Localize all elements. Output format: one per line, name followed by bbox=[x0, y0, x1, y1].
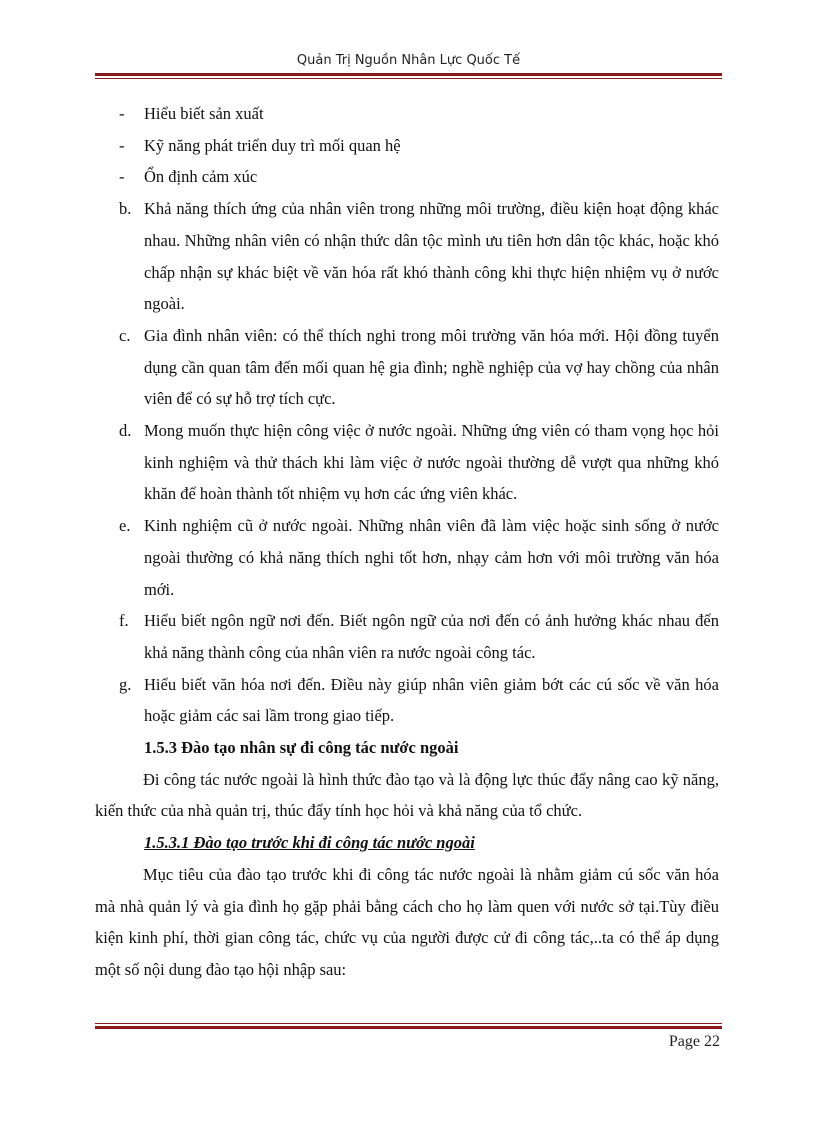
section-heading: 1.5.3 Đào tạo nhân sự đi công tác nước ngoài bbox=[144, 738, 459, 758]
item-marker: d. bbox=[119, 421, 132, 441]
lettered-item-b bbox=[0, 193, 816, 320]
item-text: Khả năng thích ứng của nhân viên trong những môi trường, điều kiện hoạt động khác nhau. Những nhân viên có nhận thức dân tộc mình ưu tiên hơn dân tộc khác, hoặc khó chấp nhận sự khác biệt về văn hóa rất khó thành công khi thực hiện nhiệm vụ ở nước ngoài. bbox=[144, 199, 719, 314]
item-text: Hiểu biết ngôn ngữ nơi đến. Biết ngôn ngữ của nơi đến có ảnh hưởng khác nhau đến khả năng thành công của nhân viên ra nước ngoài công tác. bbox=[144, 611, 719, 662]
bullet-marker: - bbox=[119, 104, 125, 123]
page-header-title: Quản Trị Nguồn Nhân Lực Quốc Tế bbox=[296, 53, 521, 68]
bullet-item bbox=[0, 130, 816, 162]
bullet-marker: - bbox=[119, 167, 125, 187]
item-text: Gia đình nhân viên: có thể thích nghi trong môi trường văn hóa mới. Hội đồng tuyển dụng cần quan tâm đến mối quan hệ gia đình; nghề nghiệp của vợ hay chồng của nhân viên để có sự hỗ trợ tích cực. bbox=[144, 325, 719, 409]
header-rule bbox=[95, 73, 722, 79]
footer-rule bbox=[95, 1023, 722, 1029]
item-text: Mong muốn thực hiện công việc ở nước ngoài. Những ứng viên có tham vọng học hỏi kinh nghiệm và thử thách khi làm việc ở nước ngoài thường dễ vượt qua những khó khăn để hoàn thành tốt nhiệm vụ hơn các ứng viên khác. bbox=[144, 421, 719, 504]
lettered-item-g bbox=[0, 669, 816, 732]
section-paragraph: Đi công tác nước ngoài là hình thức đào tạo và là động lực thúc đẩy nâng cao kỹ năng, kiến thức của nhà quản trị, thúc đẩy tính học hỏi và khả năng của tổ chức. bbox=[95, 769, 719, 821]
subsection-heading: 1.5.3.1 Đào tạo trước khi đi công tác nước ngoài bbox=[144, 833, 475, 853]
item-marker: f. bbox=[119, 611, 129, 631]
bullet-marker: - bbox=[119, 135, 125, 155]
lettered-item-c bbox=[0, 320, 816, 415]
lettered-item-f bbox=[0, 605, 816, 668]
bullet-text: Kỹ năng phát triển duy trì mối quan hệ bbox=[144, 135, 401, 155]
lettered-item-d bbox=[0, 415, 816, 510]
item-marker: b. bbox=[119, 199, 132, 219]
bullet-text: Hiểu biết sản xuất bbox=[144, 104, 264, 123]
bullet-text: Ổn định cảm xúc bbox=[144, 167, 258, 187]
lettered-item-e bbox=[0, 510, 816, 605]
bullet-item bbox=[0, 98, 816, 130]
bullet-item bbox=[0, 161, 816, 193]
document-body bbox=[0, 98, 816, 986]
item-marker: g. bbox=[119, 674, 132, 694]
subsection-paragraph: Mục tiêu của đào tạo trước khi đi công tác nước ngoài là nhằm giảm cú sốc văn hóa mà nhà quản lý và gia đình họ gặp phải bằng cách cho họ làm quen với nước sở tại.Tùy điều kiện kinh phí, thời gian công tác, chức vụ của người được cử đi công tác,..ta có thể áp dụng một số nội dung đào tạo hội nhập sau: bbox=[95, 864, 719, 979]
item-text: Kinh nghiệm cũ ở nước ngoài. Những nhân viên đã làm việc hoặc sinh sống ở nước ngoài thường có khả năng thích nghi tốt hơn, nhạy cảm hơn với môi trường văn hóa mới. bbox=[144, 516, 719, 599]
page-number: Page 22 bbox=[668, 1033, 720, 1050]
item-marker: e. bbox=[119, 516, 131, 536]
item-text: Hiểu biết văn hóa nơi đến. Điều này giúp nhân viên giảm bớt các cú sốc về văn hóa hoặc giảm các sai lầm trong giao tiếp. bbox=[144, 674, 719, 726]
item-marker: c. bbox=[119, 325, 131, 345]
